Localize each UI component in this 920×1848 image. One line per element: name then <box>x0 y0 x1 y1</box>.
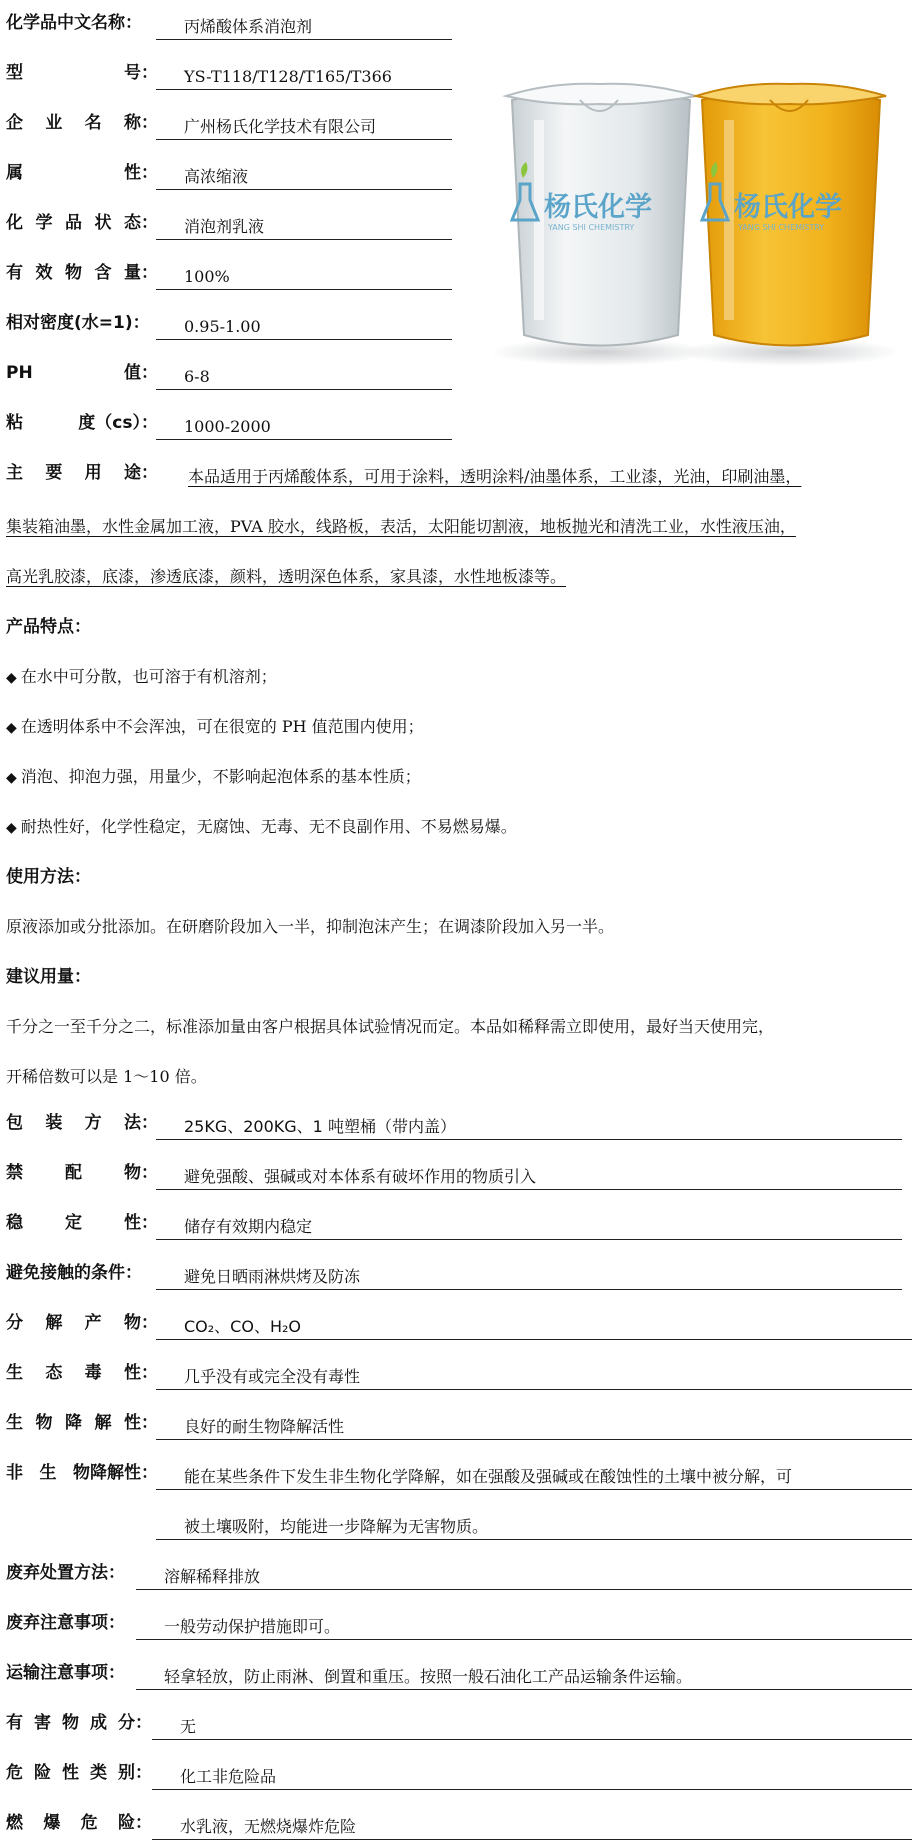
feature-item: ◆ 在透明体系中不会浑浊，可在很宽的 PH 值范围内使用； <box>6 717 424 736</box>
field-value-hazardous-ingredients: 无 <box>152 1716 912 1740</box>
field-label: 有 效 物 含 量： <box>6 263 158 283</box>
field-label: 相对密度(水=1)： <box>6 313 150 333</box>
field-label: 废弃处置方法： <box>6 1563 125 1583</box>
dosage-line-2: 开稀倍数可以是 1～10 倍。 <box>6 1067 207 1086</box>
field-value-property: 高浓缩液 <box>156 166 452 190</box>
field-row-density <box>6 308 158 338</box>
field-label: 有 害 物 成 分： <box>6 1713 152 1733</box>
field-row-explosion-hazard <box>6 1808 152 1838</box>
logo-sub-right: YANG SHI CHEMISTRY <box>738 223 825 232</box>
field-row-ecotoxicity <box>6 1358 158 1388</box>
field-label: 危 险 性 类 别： <box>6 1763 152 1783</box>
field-row-hazard-class <box>6 1758 152 1788</box>
field-value-cn-name: 丙烯酸体系消泡剂 <box>156 16 452 40</box>
field-value-ph: 6-8 <box>156 366 452 390</box>
feature-item: ◆ 耐热性好，化学性稳定，无腐蚀、无毒、无不良副作用、不易燃易爆。 <box>6 817 517 836</box>
field-label: 稳 定 性： <box>6 1213 158 1233</box>
field-row-property <box>6 158 158 188</box>
field-value-decomposition: CO₂、CO、H₂O <box>156 1316 912 1340</box>
field-row-avoid-conditions <box>6 1258 158 1288</box>
field-label: 化学品中文名称： <box>6 13 142 33</box>
field-label: 禁 配 物： <box>6 1163 158 1183</box>
field-value-explosion-hazard: 水乳液，无燃烧爆炸危险 <box>152 1816 912 1840</box>
field-value-content: 100% <box>156 266 452 290</box>
field-value-hazard-class: 化工非危险品 <box>152 1766 912 1790</box>
field-row-biodegradability <box>6 1408 158 1438</box>
field-value-abiotic-degradation: 能在某些条件下发生非生物化学降解，如在强酸及强碱或在酸蚀性的土壤中被分解，可 <box>156 1466 912 1490</box>
field-value-avoid-conditions: 避免日晒雨淋烘烤及防冻 <box>156 1266 902 1290</box>
field-row-main-use <box>6 458 158 488</box>
feature-item: ◆ 在水中可分散，也可溶于有机溶剂； <box>6 667 277 686</box>
field-label: 粘 度（cs）： <box>6 413 158 433</box>
field-value-disposal: 溶解稀释排放 <box>136 1566 912 1590</box>
field-row-company <box>6 108 158 138</box>
usage-heading: 使用方法： <box>6 867 91 887</box>
field-value-viscosity: 1000-2000 <box>156 416 452 440</box>
field-row-cn-name <box>6 8 158 38</box>
field-label: 化 学 品 状 态： <box>6 213 158 233</box>
field-label: 企 业 名 称： <box>6 113 158 133</box>
field-value-model: YS-T118/T128/T165/T366 <box>156 66 452 90</box>
field-value-state: 消泡剂乳液 <box>156 216 452 240</box>
field-row-content <box>6 258 158 288</box>
features-heading: 产品特点： <box>6 617 91 637</box>
field-label: 分 解 产 物： <box>6 1313 158 1333</box>
field-value-density: 0.95-1.00 <box>156 316 452 340</box>
field-row-incompatible <box>6 1158 158 1188</box>
field-row-transport-notes <box>6 1658 136 1688</box>
field-row-state <box>6 208 158 238</box>
field-value-abiotic-degradation-cont: 被土壤吸附，均能进一步降解为无害物质。 <box>156 1516 912 1540</box>
field-label: 废弃注意事项： <box>6 1613 125 1633</box>
main-use-line-2: 集装箱油墨，水性金属加工液，PVA 胶水，线路板，表活，太阳能切割液，地板抛光和清洗工业，水性液压油， <box>6 517 796 536</box>
field-label: 生 态 毒 性： <box>6 1363 158 1383</box>
field-value-packaging: 25KG、200KG、1 吨塑桶（带内盖） <box>156 1116 902 1140</box>
field-label: 生 物 降 解 性： <box>6 1413 158 1433</box>
field-value-company: 广州杨氏化学技术有限公司 <box>156 116 452 140</box>
field-value-incompatible: 避免强酸、强碱或对本体系有破坏作用的物质引入 <box>156 1166 902 1190</box>
field-label: 避免接触的条件： <box>6 1263 142 1283</box>
field-value-stability: 储存有效期内稳定 <box>156 1216 902 1240</box>
field-row-packaging <box>6 1108 158 1138</box>
logo-text-right: 杨氏化学 <box>734 192 842 223</box>
dosage-line-1: 千分之一至千分之二，标准添加量由客户根据具体试验情况而定。本品如稀释需立即使用，最好当天使用完， <box>6 1017 775 1036</box>
field-label: 运输注意事项： <box>6 1663 125 1683</box>
field-label: PH 值： <box>6 363 158 383</box>
field-value-biodegradability: 良好的耐生物降解活性 <box>156 1416 912 1440</box>
field-row-disposal-notes <box>6 1608 136 1638</box>
field-label: 主 要 用 途： <box>6 463 158 483</box>
product-beakers-image <box>490 60 910 370</box>
dosage-heading: 建议用量： <box>6 967 91 987</box>
field-value-disposal-notes: 一般劳动保护措施即可。 <box>136 1616 912 1640</box>
logo-sub-left: YANG SHI CHEMISTRY <box>548 223 635 232</box>
field-row-ph <box>6 358 158 388</box>
main-use-line-1: 本品适用于丙烯酸体系，可用于涂料，透明涂料/油墨体系，工业漆，光油，印刷油墨， <box>188 467 802 486</box>
logo-text-left: 杨氏化学 <box>544 192 652 223</box>
field-label: 属 性： <box>6 163 158 183</box>
main-use-line-3: 高光乳胶漆，底漆，渗透底漆，颜料，透明深色体系，家具漆，水性地板漆等。 <box>6 567 567 586</box>
field-value-transport-notes: 轻拿轻放，防止雨淋、倒置和重压。按照一般石油化工产品运输条件运输。 <box>136 1666 912 1690</box>
field-row-disposal <box>6 1558 136 1588</box>
field-row-decomposition <box>6 1308 158 1338</box>
usage-text: 原液添加或分批添加。在研磨阶段加入一半，抑制泡沫产生；在调漆阶段加入另一半。 <box>6 917 615 936</box>
field-label: 燃 爆 危 险： <box>6 1813 152 1833</box>
field-row-hazardous-ingredients <box>6 1708 152 1738</box>
field-label: 型 号： <box>6 63 158 83</box>
feature-item: ◆ 消泡、抑泡力强，用量少，不影响起泡体系的基本性质； <box>6 767 421 786</box>
field-row-viscosity <box>6 408 158 438</box>
field-row-abiotic-degradation <box>6 1458 158 1488</box>
field-label: 包 装 方 法： <box>6 1113 158 1133</box>
field-row-model <box>6 58 158 88</box>
field-value-ecotoxicity: 几乎没有或完全没有毒性 <box>156 1366 912 1390</box>
field-row-stability <box>6 1208 158 1238</box>
field-label: 非 生 物降解性： <box>6 1463 158 1483</box>
